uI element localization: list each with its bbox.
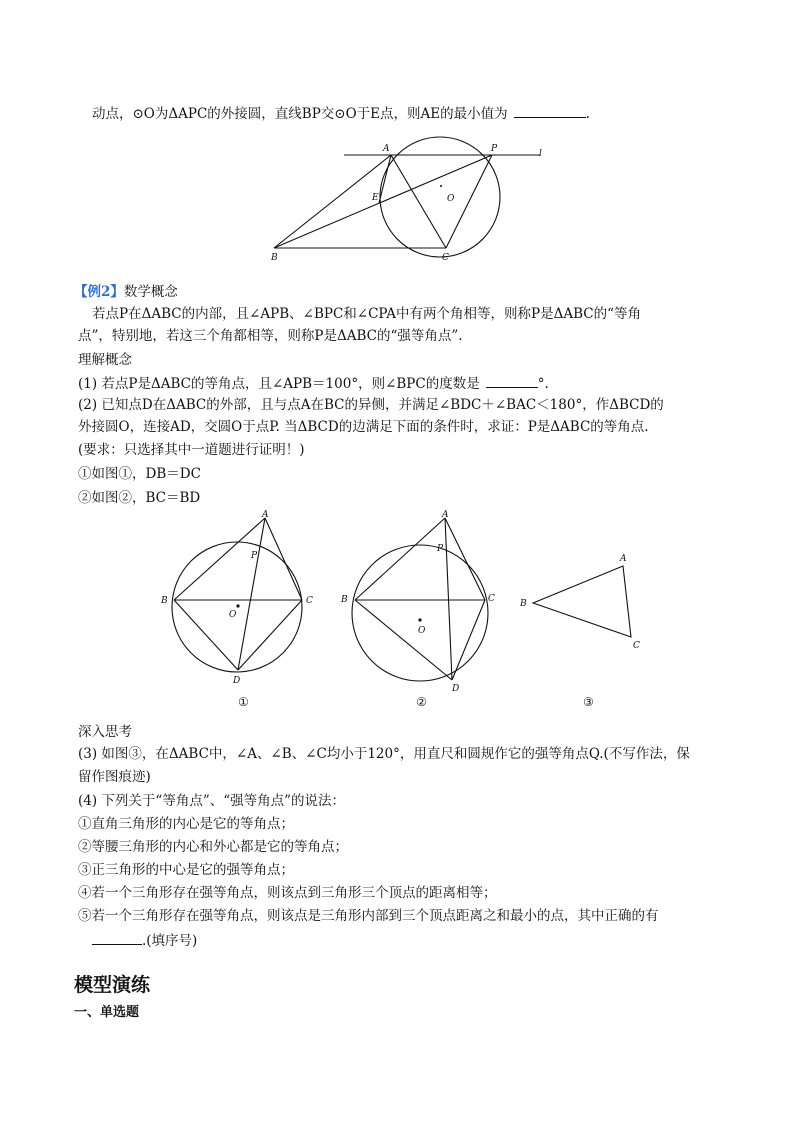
fig3-A: A [620, 554, 627, 564]
fig1-D: D [233, 676, 241, 686]
fig1-B: B [161, 596, 168, 606]
question-2-line-2: 外接圆O，连接AD，交圆O于点P. 当ΔBCD的边满足下面的条件时，求证：P是ΔABC的等角点. [78, 419, 649, 435]
fig2-A: A [442, 510, 449, 520]
label-C: C [442, 253, 449, 263]
fig2-P: P [437, 544, 444, 554]
question-4-line-1: (4) 下列关于“等角点”、“强等角点”的说法： [78, 793, 346, 809]
statement-1: ①直角三角形的内心是它的等角点； [78, 816, 294, 832]
figure-1 [160, 510, 313, 709]
label-A: A [383, 144, 390, 154]
fig3-caption: ③ [583, 695, 594, 709]
fig1-caption: ① [238, 695, 249, 709]
understand-heading: 理解概念 [78, 352, 132, 368]
figure-3 [519, 554, 640, 709]
q1-after: °. [537, 376, 549, 392]
q4-blank[interactable] [92, 930, 142, 945]
example-heading: 数学概念 [123, 284, 178, 300]
fig1-A: A [262, 510, 269, 520]
label-B: B [271, 253, 278, 263]
definition-line-1: 若点P在ΔABC的内部，且∠APB、∠BPC和∠CPA中有两个角相等，则称P是ΔABC的“等角 [92, 306, 642, 322]
label-E: E [372, 193, 379, 203]
intro-text: 动点，⊙O为ΔAPC的外接圆，直线BP交⊙O于E点，则AE的最小值为 [92, 106, 508, 122]
fig1-C: C [306, 596, 313, 606]
question-3-line-2: 留作图痕迹) [78, 769, 151, 785]
deep-heading: 深入思考 [78, 724, 132, 740]
case-2: ②如图②，BC＝BD [78, 490, 201, 506]
subsection-title: 一、单选题 [74, 1005, 140, 1020]
fig3-C: C [633, 641, 640, 651]
statement-3: ③正三角形的中心是它的强等角点； [78, 862, 294, 878]
fig2-D: D [452, 684, 460, 694]
intro-end: . [585, 106, 590, 122]
figure-2 [340, 510, 495, 709]
label-l: l [539, 149, 542, 159]
question-2-line-1: (2) 已知点D在ΔABC的外部，且与点A在BC的异侧，并满足∠BDC＋∠BAC＜180°，作ΔBCD的 [78, 397, 664, 413]
case-1: ①如图①，DB＝DC [78, 466, 201, 482]
fig2-C: C [488, 594, 495, 604]
fig2-B: B [341, 595, 348, 605]
section-title: 模型演练 [74, 974, 151, 996]
fig2-caption: ② [416, 695, 427, 709]
statement-5: ⑤若一个三角形存在强等角点，则该点是三角形内部到三个顶点距离之和最小的点，其中正确的有 [78, 908, 659, 924]
q1-text: (1) 若点P是ΔABC的等角点，且∠APB＝100°，则∠BPC的度数是 [78, 376, 480, 392]
label-P: P [491, 144, 498, 154]
q4-end: .(填序号) [142, 933, 198, 949]
label-O: O [447, 194, 455, 204]
example-tag: 【例2】 [74, 284, 124, 300]
fig2-O: O [418, 626, 426, 636]
statement-4: ④若一个三角形存在强等角点，则该点到三角形三个顶点的距离相等； [78, 885, 497, 901]
question-2-line-3: (要求：只选择其中一道题进行证明！) [78, 442, 305, 458]
fig3-B: B [520, 599, 527, 609]
fig1-P: P [251, 551, 258, 561]
definition-line-2: 点”，特别地，若这三个角都相等，则称P是ΔABC的“强等角点”. [78, 328, 463, 344]
statement-2: ②等腰三角形的内心和外心都是它的等角点； [78, 839, 348, 855]
statement-5-end [92, 930, 197, 950]
fig1-O: O [229, 610, 237, 620]
question-3-line-1: (3) 如图③，在ΔABC中，∠A、∠B、∠C均小于120°，用直尺和圆规作它的强等角点Q.(不写作法，保 [78, 746, 690, 762]
